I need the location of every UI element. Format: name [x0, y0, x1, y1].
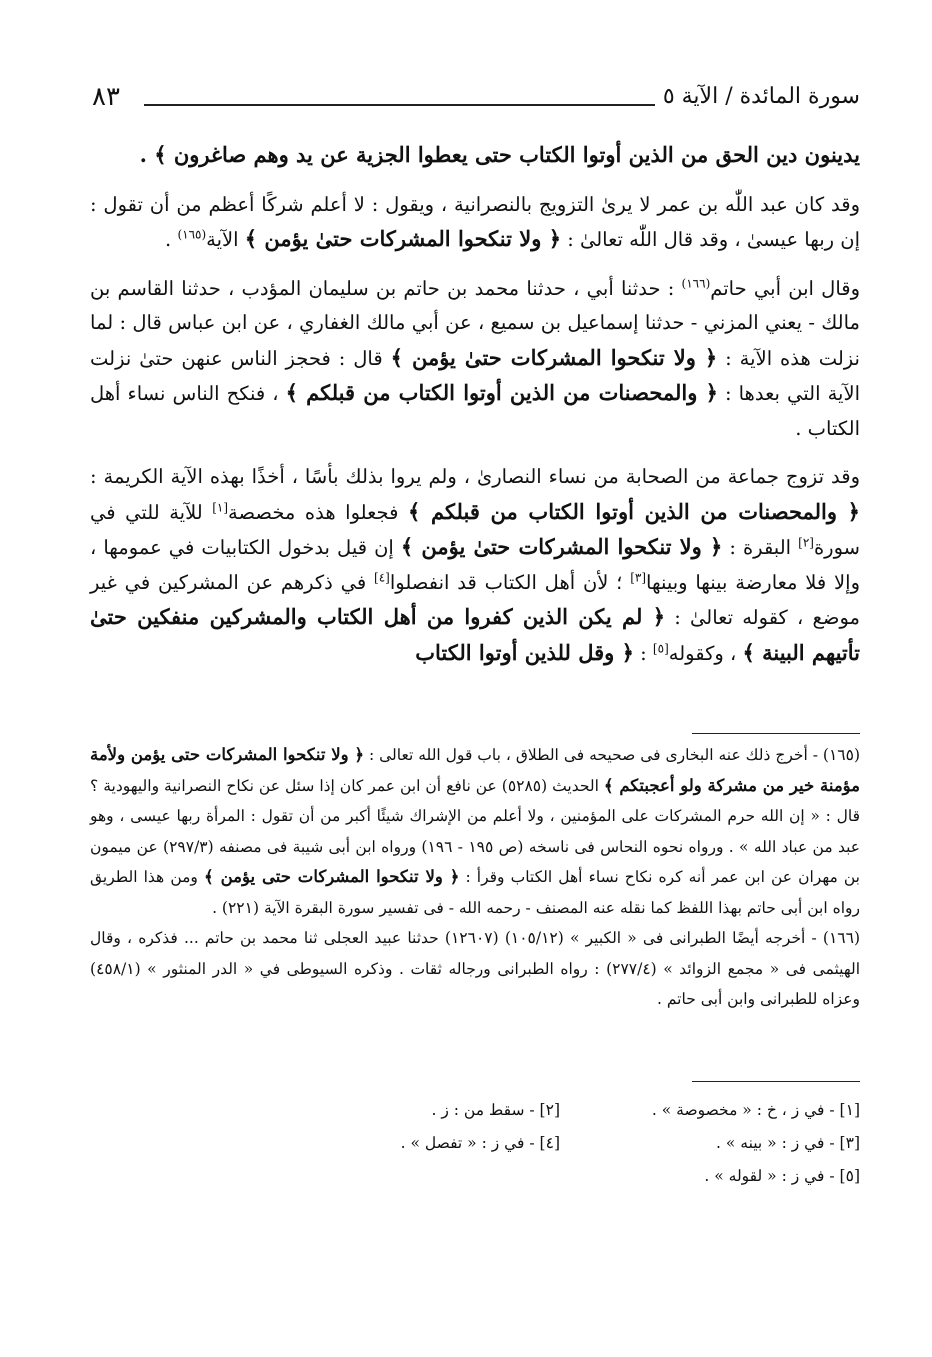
manuscript-variants: [230, 1094, 860, 1193]
text-run: : حدثنا أبي ، حدثنا محمد بن حاتم بن سليمان المؤدب ، حدثنا القاسم بن مالك - يعني المزني - حدثنا إسماعيل بن سميع ، عن أبي مالك الغفاري ، عن ابن عباس قال : لما نزلت هذه الآية :: [90, 276, 860, 370]
text-run: إن قيل بدخول الكتابيات في عمومها ، وإلا فلا معارضة بينها وبينها: [90, 536, 860, 594]
variant-ref[interactable]: [١]: [212, 500, 229, 514]
quran-quote: ﴿ ولا تنكحوا المشركات حتى يؤمن ولأمة مؤمنة خير من مشركة ولو أعجبتكم ﴾: [90, 745, 861, 795]
main-text: [90, 138, 860, 685]
quran-quote: ﴿ ولا تنكحوا المشركات حتىٰ يؤمن ﴾: [244, 226, 562, 251]
variant-note: [٤] - في ز : « تفصل » .: [400, 1134, 560, 1152]
footnote-ref[interactable]: (١٦٦): [681, 276, 711, 290]
paragraph-1: [90, 138, 860, 174]
variant-ref[interactable]: [٣]: [630, 570, 647, 584]
variant-row: [230, 1094, 860, 1127]
variant-note: [١] - في ز ، خ : « مخصوصة » .: [651, 1101, 860, 1119]
quran-quote: ﴿ ولا تنكحوا المشركات حتى يؤمن ﴾: [204, 867, 460, 886]
text-run: .: [165, 228, 178, 251]
text-run: فجعلوا هذه مخصصة: [228, 500, 408, 524]
text-run: ؛ لأن أهل الكتاب قد انفصلوا: [389, 570, 631, 594]
footnote-166: [90, 923, 860, 1015]
variant-row: [230, 1160, 860, 1193]
page-number: ٨٣: [92, 82, 120, 112]
variant-note: [٢] - سقط من : ز .: [431, 1101, 560, 1119]
text-run: في ذكرهم عن المشركين في غير موضع ، كقوله تعالىٰ :: [90, 570, 860, 629]
quran-quote: ﴿ والمحصنات من الذين أوتوا الكتاب من قبلكم ﴾: [285, 380, 718, 405]
text-run: :: [633, 641, 653, 665]
footnote-text: (١٦٦) - أخرجه أيضًا الطبرانى فى « الكبير » (١٠٥/١٢) (١٢٦٠٧) حدثنا عبيد العجلى ثنا محمد بن حاتم ... فذكره ، وقال الهيثمى فى « مجمع الزوائد » (٢٧٧/٤) : رواه الطبرانى ورجاله ثقات . وذكره السيوطى في « الدر المنثور » (٤٥٨/١) وعزاه للطبرانى وابن أبى حاتم .: [90, 929, 860, 1008]
quran-quote: ﴿ لم يكن الذين كفروا من أهل الكتاب والمشركين منفكين حتىٰ تأتيهم البينة ﴾: [90, 604, 860, 665]
running-head: سورة المائدة / الآية ٥: [662, 84, 860, 109]
text-run: البقرة :: [722, 536, 799, 559]
text-run: وقد تزوج جماعة من الصحابة من نساء النصارىٰ ، ولم يروا بذلك بأسًا ، أخذًا بهذه الآية الكريمة :: [90, 465, 860, 488]
page-header: [92, 82, 860, 122]
quran-quote: ﴿ وقل للذين أوتوا الكتاب: [415, 639, 634, 665]
variant-note: [٣] - في ز : « بينه » .: [716, 1134, 860, 1152]
variant-ref[interactable]: [٥]: [652, 641, 669, 655]
quran-quote: ﴿ ولا تنكحوا المشركات حتىٰ يؤمن ﴾: [390, 344, 718, 370]
text-run: الآية: [206, 228, 245, 251]
footnote-text: (١٦٥) - أخرج ذلك عنه البخارى فى صحيحه فى الطلاق ، باب قول الله تعالى :: [364, 746, 861, 764]
footnote-ref[interactable]: (١٦٥): [177, 227, 207, 242]
paragraph-3: [90, 272, 860, 447]
paragraph-2: [90, 188, 860, 258]
quran-quote: ﴿ والمحصنات من الذين أوتوا الكتاب من قبلكم ﴾: [408, 498, 860, 524]
footnote-text: الحديث (٥٢٨٥) عن نافع أن ابن عمر كان إذا سئل عن نكاح النصرانية واليهودية ؟ قال : « إن الله حرم المشركات على المؤمنين ، ولا أعلم من الإشراك شيئًا أكبر من أن تقول : المرأة ربها عيسى ، وهو عبد من عباد الله » . ورواه نحوه النحاس فى ناسخه (ص ١٩٥ - ١٩٦) ورواه ابن أبى شيبة فى مصنفه (٢٩٧/٣) عن ميمون بن مهران عن ابن عمر أنه كره نكاح نساء أهل الكتاب وقرأ :: [90, 776, 861, 886]
quran-quote: يدينون دين الحق من الذين أوتوا الكتاب حتى يعطوا الجزية عن يد وهم صاغرون ﴾ .: [139, 142, 860, 167]
variant-note: [٥] - في ز : « لقوله » .: [704, 1167, 860, 1185]
variant-ref[interactable]: [٤]: [374, 570, 390, 584]
variant-row: [230, 1127, 860, 1160]
text-run: ، فنكح الناس نساء أهل الكتاب .: [90, 382, 860, 440]
text-run: وقال ابن أبي حاتم: [710, 276, 860, 300]
text-run: ، وكقوله: [668, 641, 743, 665]
text-run: قال : فحجز الناس عنهن حتىٰ نزلت الآية التي بعدها :: [90, 346, 860, 405]
footnote-separator: [692, 733, 860, 734]
variant-ref[interactable]: [٢]: [798, 535, 814, 550]
text-run: للآية للتي في سورة: [90, 500, 860, 559]
footnote-text: ومن هذا الطريق رواه ابن أبى حاتم بهذا اللفظ كما نقله عنه المصنف - رحمه الله - فى تفسير سورة البقرة الآية (٢٢١) .: [90, 868, 860, 917]
footnote-165: [90, 740, 860, 923]
variants-separator: [692, 1081, 860, 1082]
header-rule: [144, 104, 655, 106]
quran-quote: ﴿ ولا تنكحوا المشركات حتىٰ يؤمن ﴾: [400, 534, 723, 559]
paragraph-4: [90, 460, 860, 671]
footnotes: [90, 740, 860, 1015]
text-run: وقد كان عبد اللّٰه بن عمر لا يرىٰ التزويج بالنصرانية ، ويقول : لا أعلم شركًا أعظم من أن تقول : إن ربها عيسىٰ ، وقد قال اللّٰه تعالىٰ :: [90, 192, 860, 251]
